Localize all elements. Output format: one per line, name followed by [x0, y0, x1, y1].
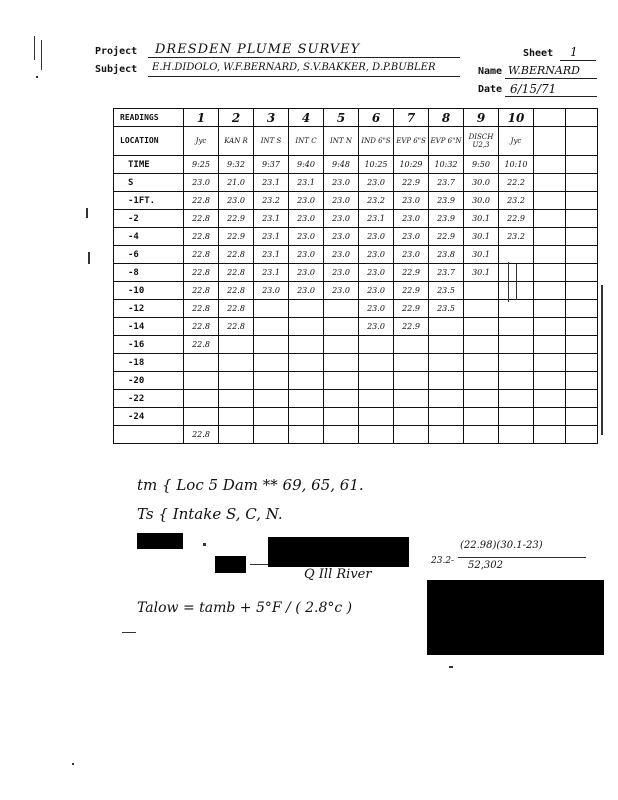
table-cell: 23.0 [289, 192, 324, 210]
table-cell [534, 426, 566, 444]
table-cell: 23.7 [429, 264, 464, 282]
table-cell [254, 318, 289, 336]
table-cell: 8 [429, 109, 464, 127]
table-cell: 23.0 [289, 246, 324, 264]
table-row [114, 282, 598, 300]
note-line-1: tm { Loc 5 Dam ** 69, 65, 61. [137, 476, 364, 494]
pen-mark [516, 264, 517, 300]
table-cell: 30.0 [464, 192, 499, 210]
table-cell: 22.8 [184, 318, 219, 336]
table-cell: 23.0 [324, 192, 359, 210]
table-cell: 23.0 [289, 282, 324, 300]
table-cell: 23.0 [184, 174, 219, 192]
pen-mark [601, 285, 603, 435]
table-cell [359, 372, 394, 390]
table-cell [359, 408, 394, 426]
row-label: -20 [114, 372, 184, 390]
row-label: -1FT. [114, 192, 184, 210]
row-label [114, 426, 184, 444]
margin-mark [36, 76, 38, 78]
row-label: -2 [114, 210, 184, 228]
table-cell: 23.0 [324, 228, 359, 246]
row-label: -12 [114, 300, 184, 318]
table-cell [566, 282, 598, 300]
name-value: W.BERNARD [508, 64, 580, 77]
table-cell: 23.1 [254, 246, 289, 264]
table-cell [289, 318, 324, 336]
sheet-label: Sheet [523, 48, 554, 59]
table-cell: 22.8 [184, 282, 219, 300]
table-cell: 22.8 [184, 300, 219, 318]
table-cell: 9:37 [254, 156, 289, 174]
date-underline [505, 96, 597, 97]
date-value: 6/15/71 [510, 82, 557, 96]
table-cell: 23.0 [289, 228, 324, 246]
table-cell [324, 426, 359, 444]
table-cell [566, 109, 598, 127]
readings-table [113, 108, 598, 444]
table-cell: 4 [289, 109, 324, 127]
table-cell [429, 336, 464, 354]
table-cell: 23.1 [254, 174, 289, 192]
table-cell [534, 372, 566, 390]
table-cell: INT C [289, 127, 324, 156]
table-cell: 22.8 [184, 210, 219, 228]
pen-mark [250, 564, 268, 565]
table-cell: 10:25 [359, 156, 394, 174]
table-cell [324, 336, 359, 354]
table-cell [566, 246, 598, 264]
table-cell: 2 [219, 109, 254, 127]
table-cell: 22.9 [219, 228, 254, 246]
table-cell [499, 354, 534, 372]
table-cell: 22.2 [499, 174, 534, 192]
table-row [114, 390, 598, 408]
table-cell [429, 390, 464, 408]
table-cell [429, 372, 464, 390]
table-cell: 23.2 [254, 192, 289, 210]
row-label: -4 [114, 228, 184, 246]
table-cell [324, 390, 359, 408]
table-cell [394, 408, 429, 426]
table-cell: 22.8 [184, 336, 219, 354]
table-cell [534, 300, 566, 318]
table-cell [324, 354, 359, 372]
table-cell [534, 318, 566, 336]
redaction-box [215, 556, 246, 573]
table-cell: 23.0 [359, 318, 394, 336]
table-cell: 23.0 [394, 192, 429, 210]
table-cell: 23.1 [254, 264, 289, 282]
table-cell [289, 372, 324, 390]
pen-mark [508, 262, 509, 302]
table-cell: 23.2 [499, 228, 534, 246]
table-cell [566, 336, 598, 354]
table-cell: 9:25 [184, 156, 219, 174]
table-cell: 23.5 [429, 282, 464, 300]
formula-prefix: 23.2- [431, 556, 455, 566]
redaction-box [137, 533, 183, 549]
table-cell: 23.0 [394, 228, 429, 246]
table-cell [566, 192, 598, 210]
table-cell [534, 390, 566, 408]
table-cell: 23.1 [359, 210, 394, 228]
table-cell [394, 336, 429, 354]
table-cell [566, 264, 598, 282]
table-cell: EVP 6"N [429, 127, 464, 156]
table-cell [429, 318, 464, 336]
table-cell [534, 127, 566, 156]
table-cell [534, 174, 566, 192]
table-cell: 23.2 [359, 192, 394, 210]
table-cell [464, 354, 499, 372]
table-cell: 23.1 [289, 174, 324, 192]
table-cell [534, 354, 566, 372]
table-cell [566, 210, 598, 228]
row-label: LOCATION [114, 127, 184, 156]
table-cell: 30.1 [464, 228, 499, 246]
margin-mark [86, 208, 88, 218]
table-cell [359, 336, 394, 354]
table-cell [464, 300, 499, 318]
table-cell [289, 300, 324, 318]
table-cell: 22.9 [394, 318, 429, 336]
table-cell [254, 300, 289, 318]
table-cell: 10:29 [394, 156, 429, 174]
note-line-3: Talow = tamb + 5°F / ( 2.8°c ) [137, 600, 353, 616]
table-cell [534, 109, 566, 127]
table-cell [499, 336, 534, 354]
table-cell: 22.8 [184, 264, 219, 282]
margin-mark [88, 252, 90, 264]
subject-underline [148, 76, 460, 77]
table-cell: 23.0 [254, 282, 289, 300]
redaction-box [427, 580, 604, 655]
table-cell: 22.9 [219, 210, 254, 228]
table-cell: 22.9 [394, 264, 429, 282]
table-cell: 23.0 [324, 264, 359, 282]
table-cell: 22.8 [219, 318, 254, 336]
table-cell [464, 390, 499, 408]
table-cell [534, 408, 566, 426]
table-cell: 23.0 [394, 246, 429, 264]
table-cell [289, 354, 324, 372]
table-cell [184, 390, 219, 408]
table-cell: IND 6"S [359, 127, 394, 156]
table-cell [534, 282, 566, 300]
table-cell [219, 354, 254, 372]
row-label: READINGS [114, 109, 184, 127]
table-cell [359, 426, 394, 444]
table-cell: 10:32 [429, 156, 464, 174]
name-underline [505, 78, 597, 79]
table-cell [499, 372, 534, 390]
table-cell [219, 336, 254, 354]
table-cell: 9:32 [219, 156, 254, 174]
row-label: -22 [114, 390, 184, 408]
table-row [114, 354, 598, 372]
table-cell [566, 426, 598, 444]
table-cell: 10 [499, 109, 534, 127]
table-cell: INT N [324, 127, 359, 156]
table-cell [254, 390, 289, 408]
table-cell [566, 318, 598, 336]
row-label: TIME [114, 156, 184, 174]
table-cell: 23.0 [359, 264, 394, 282]
table-row [114, 246, 598, 264]
table-row [114, 174, 598, 192]
table-cell [254, 426, 289, 444]
table-cell [566, 300, 598, 318]
table-cell: 23.1 [254, 210, 289, 228]
pen-mark [203, 543, 206, 546]
project-label: Project [95, 46, 138, 57]
table-cell: INT S [254, 127, 289, 156]
formula-numerator: (22.98)(30.1-23) [460, 540, 543, 551]
table-cell: 23.8 [429, 246, 464, 264]
table-cell [429, 408, 464, 426]
table-cell [464, 282, 499, 300]
table-cell [566, 390, 598, 408]
table-cell [566, 354, 598, 372]
table-cell [464, 372, 499, 390]
table-cell: 22.9 [394, 174, 429, 192]
table-cell [499, 390, 534, 408]
margin-mark [41, 40, 42, 70]
table-row [114, 408, 598, 426]
table-cell [324, 318, 359, 336]
pen-mark [449, 666, 453, 668]
table-row [114, 156, 598, 174]
subject-value: E.H.DIDOLO, W.F.BERNARD, S.V.BAKKER, D.P.BUBLER [152, 62, 436, 73]
table-cell: 30.1 [464, 264, 499, 282]
row-label: -6 [114, 246, 184, 264]
table-cell: 9:50 [464, 156, 499, 174]
table-cell: 6 [359, 109, 394, 127]
table-cell: 7 [394, 109, 429, 127]
table-cell [499, 246, 534, 264]
table-cell: 23.0 [359, 282, 394, 300]
table-cell [394, 354, 429, 372]
table-cell [534, 156, 566, 174]
table-cell [184, 408, 219, 426]
sheet-underline [560, 60, 596, 61]
table-cell: 23.0 [324, 210, 359, 228]
table-cell [534, 192, 566, 210]
table-cell [499, 426, 534, 444]
table-cell [534, 246, 566, 264]
note-line-2: Ts { Intake S, C, N. [137, 505, 283, 523]
table-cell [184, 354, 219, 372]
table-cell [254, 372, 289, 390]
project-value: DRESDEN PLUME SURVEY [155, 42, 361, 57]
table-cell [289, 336, 324, 354]
subject-label: Subject [95, 64, 138, 75]
table-row [114, 336, 598, 354]
table-cell: 23.5 [429, 300, 464, 318]
location-row [114, 127, 598, 156]
table-cell [254, 354, 289, 372]
table-cell [499, 408, 534, 426]
table-row [114, 318, 598, 336]
table-cell [324, 300, 359, 318]
table-cell [324, 408, 359, 426]
table-cell [534, 336, 566, 354]
table-cell: KAN R [219, 127, 254, 156]
table-cell [566, 228, 598, 246]
river-label: Q Ill River [304, 567, 372, 582]
row-label: -10 [114, 282, 184, 300]
pen-mark [122, 632, 136, 633]
table-cell: EVP 6"S [394, 127, 429, 156]
table-cell: 23.0 [359, 246, 394, 264]
table-cell [534, 228, 566, 246]
table-cell: 23.0 [324, 282, 359, 300]
table-cell [464, 336, 499, 354]
table-cell [499, 318, 534, 336]
table-row [114, 228, 598, 246]
table-cell [464, 318, 499, 336]
table-cell: 22.8 [184, 192, 219, 210]
table-row [114, 426, 598, 444]
table-cell: 22.8 [184, 246, 219, 264]
column-number-row [114, 109, 598, 127]
table-cell [499, 300, 534, 318]
table-cell: 23.0 [289, 264, 324, 282]
table-cell [566, 372, 598, 390]
table-cell: 23.2 [499, 192, 534, 210]
table-cell [566, 156, 598, 174]
table-cell: 22.9 [499, 210, 534, 228]
table-cell [254, 408, 289, 426]
margin-mark [34, 36, 35, 60]
table-row [114, 372, 598, 390]
table-cell [464, 426, 499, 444]
table-row [114, 210, 598, 228]
table-row [114, 264, 598, 282]
table-cell: 22.9 [429, 228, 464, 246]
row-label: -24 [114, 408, 184, 426]
name-label: Name [478, 66, 503, 77]
table-cell [429, 354, 464, 372]
table-cell: 22.8 [219, 246, 254, 264]
table-cell: DISCH U2,3 [464, 127, 499, 156]
row-label: -8 [114, 264, 184, 282]
sheet-value: 1 [570, 45, 578, 59]
date-label: Date [478, 84, 503, 95]
table-cell: 23.1 [254, 228, 289, 246]
fraction-bar [458, 557, 586, 558]
table-cell: 3 [254, 109, 289, 127]
table-cell: 22.8 [184, 228, 219, 246]
table-cell: 30.1 [464, 210, 499, 228]
table-cell [219, 426, 254, 444]
table-cell: 22.8 [219, 300, 254, 318]
table-cell [359, 390, 394, 408]
table-cell [254, 336, 289, 354]
project-underline [148, 57, 460, 58]
table-cell: 23.0 [359, 174, 394, 192]
table-cell [566, 174, 598, 192]
table-cell: 22.8 [184, 426, 219, 444]
row-label: -14 [114, 318, 184, 336]
table-cell [566, 408, 598, 426]
table-cell: 10:10 [499, 156, 534, 174]
table-cell [464, 408, 499, 426]
table-cell: 23.0 [359, 300, 394, 318]
formula-denominator: 52,302 [468, 560, 503, 571]
table-cell: 23.0 [359, 228, 394, 246]
table-cell: Jyc [184, 127, 219, 156]
table-cell: 30.0 [464, 174, 499, 192]
table-cell: 23.0 [219, 192, 254, 210]
row-label: S [114, 174, 184, 192]
table-cell: 23.0 [394, 210, 429, 228]
table-cell: 9:40 [289, 156, 324, 174]
table-cell [394, 372, 429, 390]
table-cell: 9 [464, 109, 499, 127]
table-cell [394, 390, 429, 408]
table-cell: Jyc [499, 127, 534, 156]
table-cell [219, 372, 254, 390]
table-cell: 23.9 [429, 210, 464, 228]
table-cell [289, 426, 324, 444]
table-cell [359, 354, 394, 372]
table-cell: 22.8 [219, 264, 254, 282]
table-cell [324, 372, 359, 390]
table-cell: 22.8 [219, 282, 254, 300]
table-cell [219, 390, 254, 408]
table-cell: 5 [324, 109, 359, 127]
table-cell [429, 426, 464, 444]
row-label: -18 [114, 354, 184, 372]
table-cell [289, 408, 324, 426]
table-row [114, 192, 598, 210]
table-row [114, 300, 598, 318]
row-label: -16 [114, 336, 184, 354]
table-cell [394, 426, 429, 444]
table-cell: 22.9 [394, 282, 429, 300]
table-cell: 1 [184, 109, 219, 127]
table-cell [184, 372, 219, 390]
table-cell: 30.1 [464, 246, 499, 264]
redaction-box [268, 537, 409, 567]
table-cell: 23.0 [324, 174, 359, 192]
table-cell [219, 408, 254, 426]
table-cell [534, 264, 566, 282]
table-cell: 9:48 [324, 156, 359, 174]
table-cell [534, 210, 566, 228]
pen-mark [72, 763, 74, 765]
table-cell: 23.7 [429, 174, 464, 192]
table-cell: 23.0 [289, 210, 324, 228]
table-cell [566, 127, 598, 156]
table-cell: 21.0 [219, 174, 254, 192]
table-cell: 22.9 [394, 300, 429, 318]
table-cell [289, 390, 324, 408]
table-cell: 23.9 [429, 192, 464, 210]
table-cell: 23.0 [324, 246, 359, 264]
